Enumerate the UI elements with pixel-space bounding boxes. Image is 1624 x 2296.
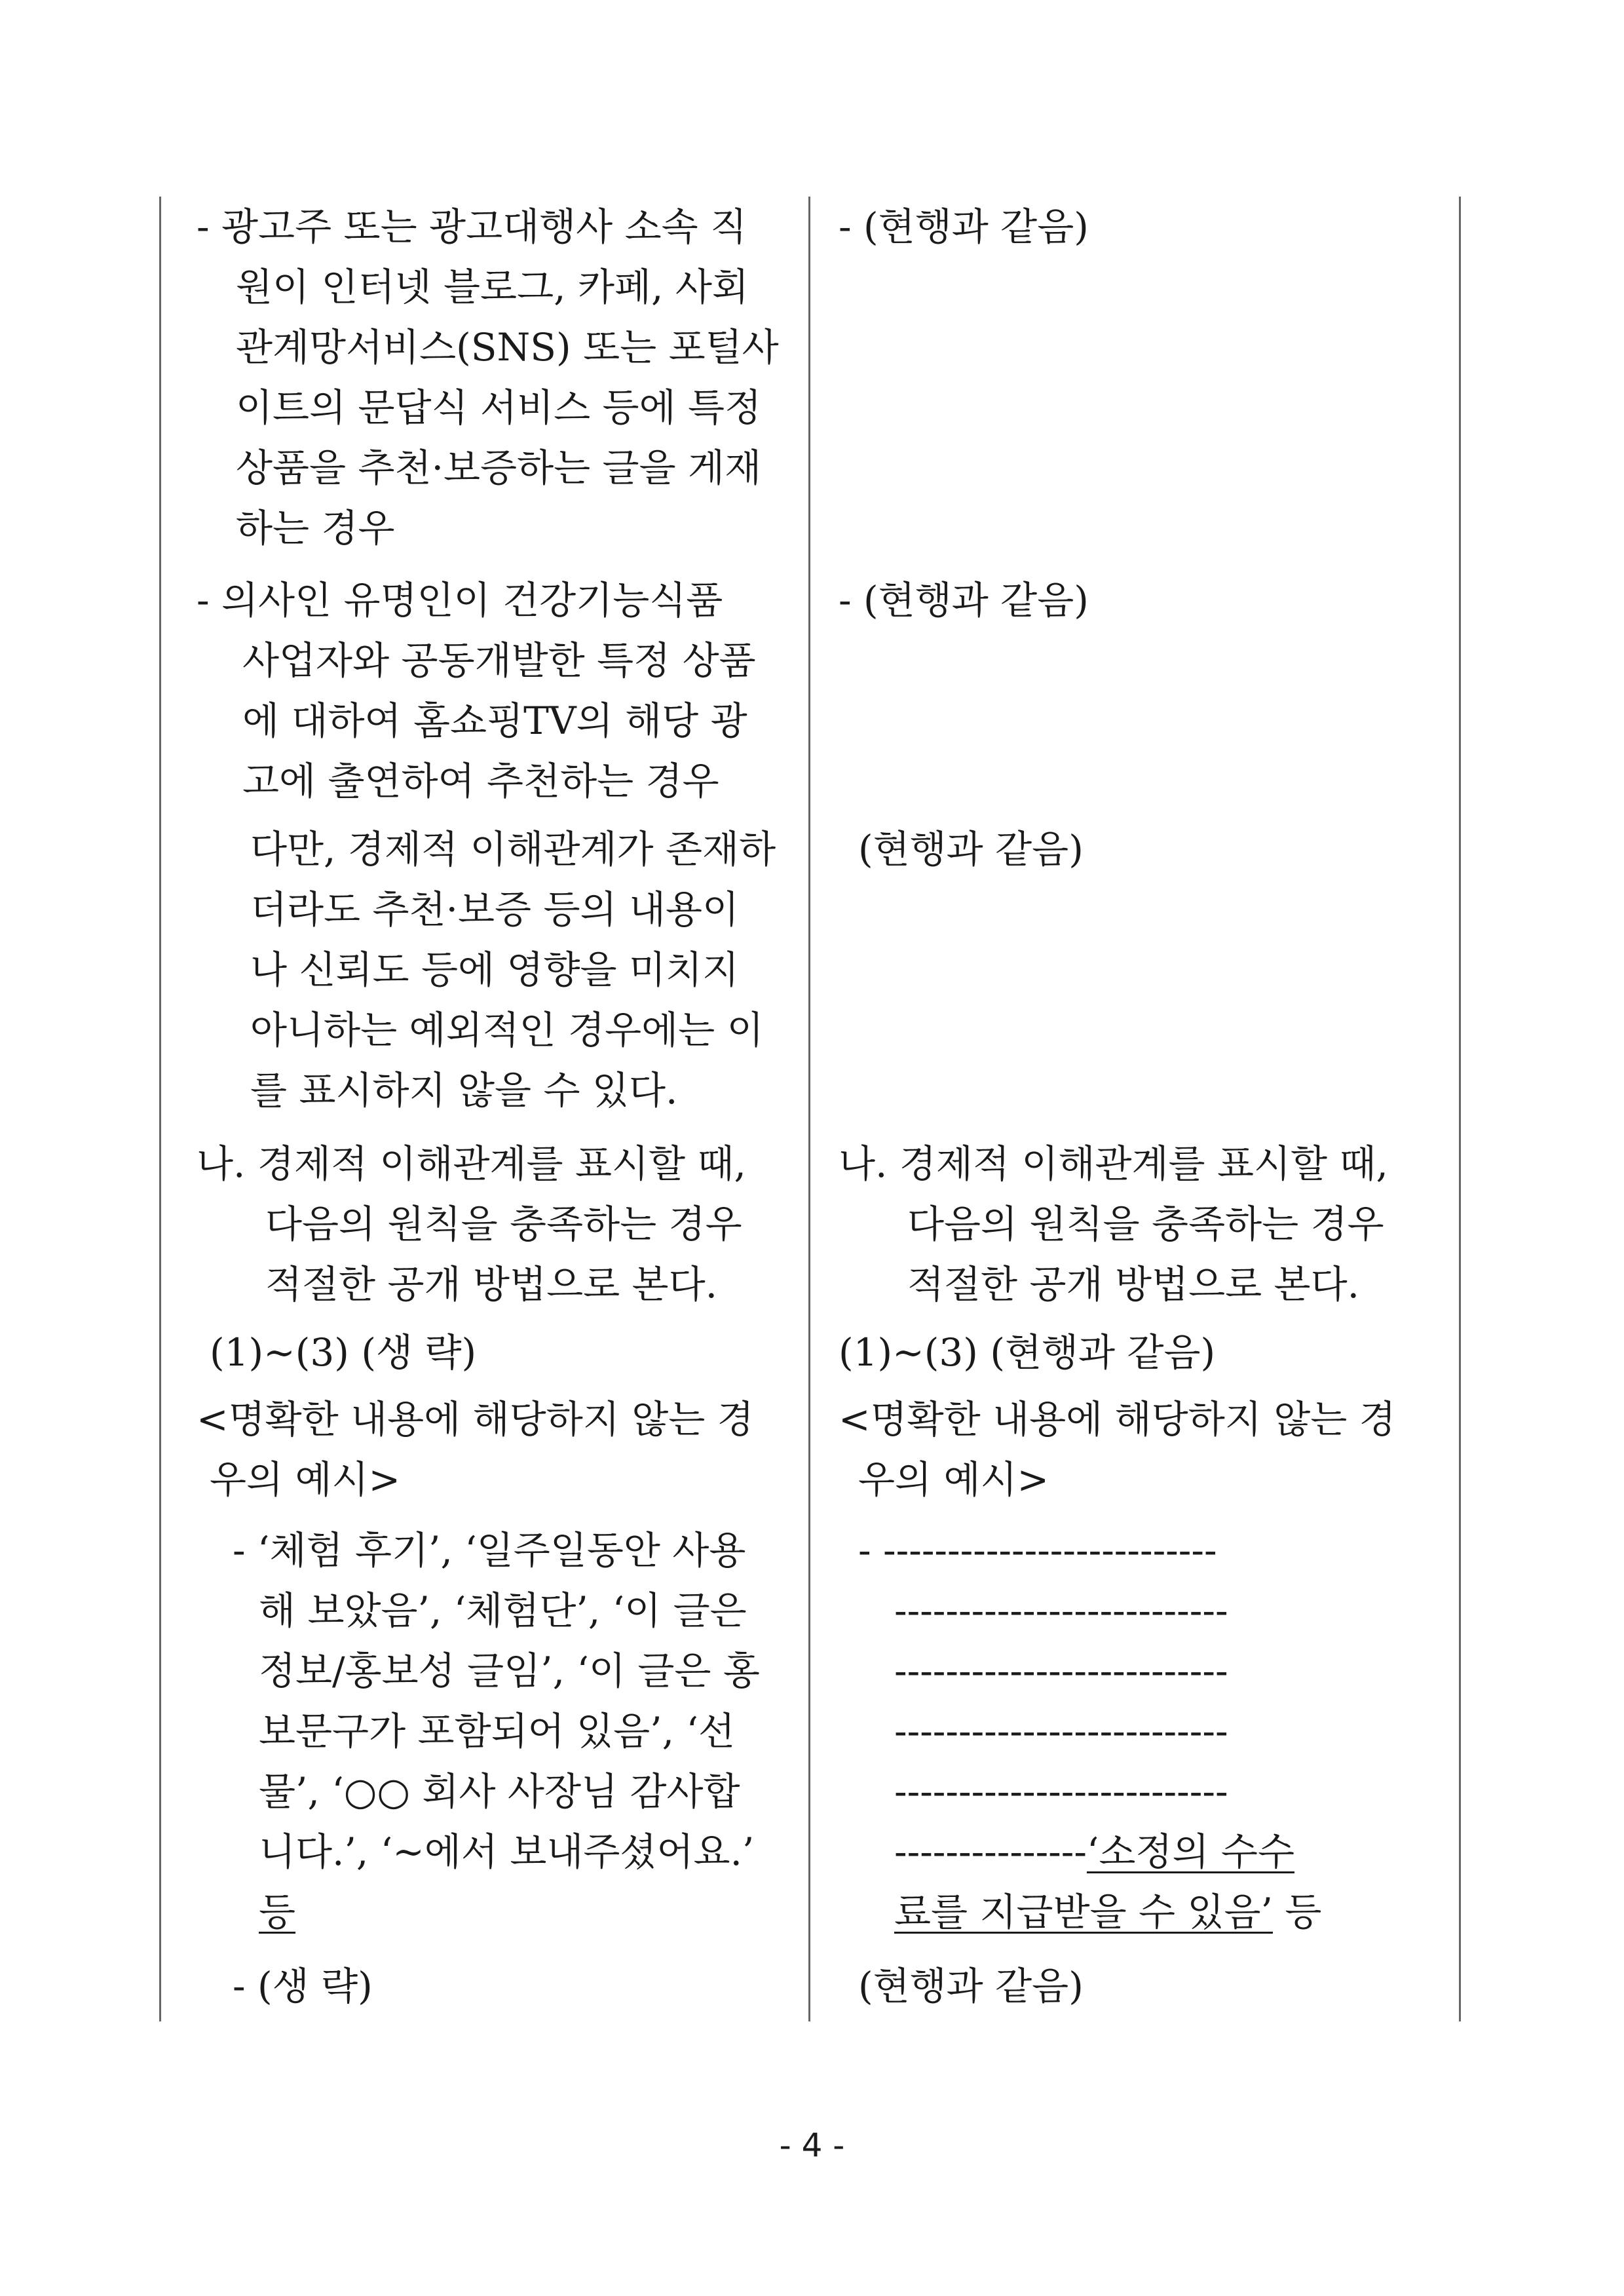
text-line: 우의 예시> (210, 1457, 401, 1502)
text-line: 료를 지급받을 수 있음’ 등 (894, 1882, 1448, 1942)
text-line: 나. 경제적 이해관계를 표시할 때, (839, 1141, 1388, 1186)
text-line: 이트의 문답식 서비스 등에 특정 (236, 385, 762, 430)
text-line: 다음의 원칙을 충족하는 경우 (265, 1202, 742, 1246)
text-line: 상품을 추천·보증하는 글을 게재 (236, 446, 762, 490)
left-example-header (197, 1389, 793, 1510)
right-example-header (839, 1389, 1448, 1510)
text-line: - 의사인 유명인이 건강기능식품 (197, 578, 723, 622)
left-sub-1-3 (197, 1322, 793, 1383)
text-line: 보문구가 포함되어 있음’, ‘선 (259, 1709, 735, 1753)
text-line: - (현행과 같음) (839, 578, 1089, 622)
text-line: -------------------------- (894, 1588, 1228, 1633)
text-line: 물’, ‘○○ 회사 사장님 감사합 (259, 1769, 740, 1814)
left-proviso (197, 819, 793, 1120)
text-line: 에 대하여 홈쇼핑TV의 해당 광 (242, 698, 747, 743)
text-line: 를 표시하지 않을 수 있다. (250, 1068, 678, 1113)
text-line: --------------- ‘소정의 수수 (894, 1822, 1448, 1882)
right-item-2 (839, 570, 1448, 630)
text-line: (1)~(3) (생 략) (210, 1330, 477, 1375)
table-center-divider (808, 197, 810, 2021)
text-line: 아니하는 예외적인 경우에는 이 (250, 1008, 764, 1052)
text-line: - (현행과 같음) (839, 204, 1089, 249)
text-line: 적절한 공개 방법으로 본다. (265, 1262, 718, 1307)
added-text: 료를 지급받을 수 있음’ (894, 1890, 1273, 1934)
text-line: 우의 예시> (858, 1457, 1049, 1502)
left-example-item (197, 1520, 793, 1942)
text-line: - -------------------------- (858, 1528, 1217, 1573)
text-line: -------------------------- (894, 1649, 1228, 1693)
left-item-advertiser-staff (197, 197, 793, 558)
text-line: 다음의 원칙을 충족하는 경우 (907, 1202, 1384, 1246)
text-line: 등 (259, 1890, 296, 1934)
text-line: 더라도 추천·보증 등의 내용이 (250, 887, 740, 932)
right-section-na (839, 1134, 1448, 1314)
text-line: 정보/홍보성 글임’, ‘이 글은 홍 (259, 1649, 760, 1693)
text-line: - (생 략) (233, 1964, 373, 2008)
text-line: - 광고주 또는 광고대행사 소속 직 (197, 204, 747, 249)
text-line: 나. 경제적 이해관계를 표시할 때, (197, 1141, 746, 1186)
text-line: - ‘체험 후기’, ‘일주일동안 사용 (233, 1528, 746, 1573)
text-line: (현행과 같음) (858, 827, 1084, 871)
text-line: -------------------------- (894, 1709, 1228, 1753)
left-item-doctor-celebrity (197, 570, 793, 811)
right-sub-1-3 (839, 1322, 1448, 1383)
text-line: 적절한 공개 방법으로 본다. (907, 1262, 1360, 1307)
left-last-item (197, 1956, 793, 2016)
added-text: ‘소정의 수수 (1086, 1829, 1294, 1874)
text-line: 니다.’, ‘~에서 보내주셨어요.’ (259, 1829, 755, 1874)
right-proviso (839, 819, 1448, 879)
text-line: 해 보았음’, ‘체험단’, ‘이 글은 (259, 1588, 747, 1633)
right-example-item (839, 1520, 1448, 1942)
right-item-1 (839, 197, 1448, 257)
text-line: -------------------------- (894, 1769, 1228, 1814)
table-right-border (1459, 197, 1461, 2021)
text-line: 원이 인터넷 블로그, 카페, 사회 (236, 265, 749, 309)
right-last-item (839, 1956, 1448, 2016)
text-line: 나 신뢰도 등에 영향을 미치지 (250, 947, 740, 992)
page-number: - 4 - (779, 2126, 845, 2164)
text-line: (1)~(3) (현행과 같음) (839, 1330, 1216, 1375)
table-left-border (159, 197, 161, 2021)
text-line: <명확한 내용에 해당하지 않는 경 (839, 1397, 1396, 1442)
text-line: 고에 출연하여 추천하는 경우 (242, 759, 719, 803)
text-line: <명확한 내용에 해당하지 않는 경 (197, 1397, 754, 1442)
text-line: 관계망서비스(SNS) 또는 포털사 (236, 325, 779, 370)
text-line: 사업자와 공동개발한 특정 상품 (242, 638, 756, 683)
text-line: 하는 경우 (236, 506, 395, 550)
left-section-na (197, 1134, 793, 1314)
text-line: (현행과 같음) (858, 1964, 1084, 2008)
text-line: 다만, 경제적 이해관계가 존재하 (250, 827, 776, 871)
